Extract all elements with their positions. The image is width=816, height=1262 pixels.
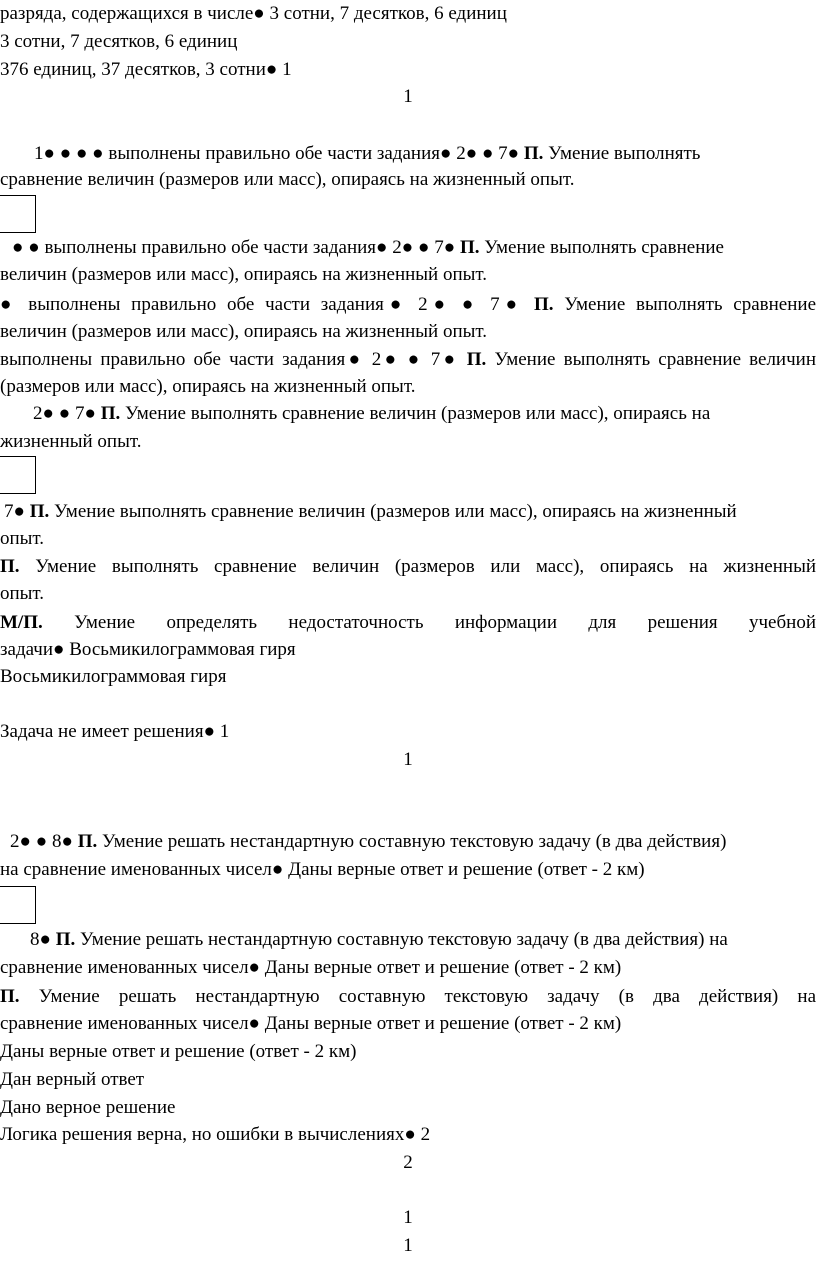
text-line: Дан верный ответ	[0, 1069, 145, 1090]
text-line: Дано верное решение	[0, 1097, 176, 1118]
checkbox-square	[0, 195, 36, 233]
text-line: на сравнение именованных чисел● Даны верные ответ и решение (ответ - 2 км)	[0, 859, 645, 880]
text-line: Даны верные ответ и решение (ответ - 2 км)	[0, 1041, 357, 1062]
text-line: жизненный опыт.	[0, 431, 142, 452]
text-line: ● ● выполнены правильно обе части задания● 2● ● 7● П. Умение выполнять сравнение	[12, 237, 724, 258]
checkbox-square	[0, 456, 36, 494]
text-line: сравнение именованных чисел● Даны верные ответ и решение (ответ - 2 км)	[0, 957, 622, 978]
text-line: П. Умение решать нестандартную составную текстовую задачу (в два действия) на	[0, 986, 816, 1007]
text-line: М/П. Умение определять недостаточность информации для решения учебной	[0, 612, 816, 633]
checkbox-square	[0, 886, 36, 924]
text-line: ● выполнены правильно обе части задания● 2● ● 7● П. Умение выполнять сравнение	[0, 294, 816, 315]
centered-number: 1	[403, 1235, 413, 1256]
text-line: разряда, содержащихся в числе● 3 сотни, 7 десятков, 6 единиц	[0, 3, 507, 24]
text-line: задачи● Восьмикилограммовая гиря	[0, 639, 296, 660]
text-line: опыт.	[0, 528, 45, 549]
text-line: Задача не имеет решения● 1	[0, 721, 230, 742]
text-line: 8● П. Умение решать нестандартную составную текстовую задачу (в два действия) на	[30, 929, 728, 950]
text-line: 376 единиц, 37 десятков, 3 сотни● 1	[0, 59, 292, 80]
text-line: опыт.	[0, 583, 45, 604]
text-line: 2● ● 8● П. Умение решать нестандартную составную текстовую задачу (в два действия)	[10, 831, 727, 852]
text-line: сравнение именованных чисел● Даны верные ответ и решение (ответ - 2 км)	[0, 1013, 622, 1034]
centered-number: 1	[403, 749, 413, 770]
text-line: выполнены правильно обе части задания● 2● ● 7● П. Умение выполнять сравнение величин	[0, 349, 816, 370]
text-line: величин (размеров или масс), опираясь на жизненный опыт.	[0, 264, 488, 285]
text-line: (размеров или масс), опираясь на жизненный опыт.	[0, 376, 416, 397]
text-line: 1● ● ● ● выполнены правильно обе части задания● 2● ● 7● П. Умение выполнять	[34, 143, 701, 164]
text-line: Логика решения верна, но ошибки в вычислениях● 2	[0, 1124, 431, 1145]
centered-number: 2	[403, 1152, 413, 1173]
text-line: 7● П. Умение выполнять сравнение величин (размеров или масс), опираясь на жизненный	[4, 501, 737, 522]
text-line: величин (размеров или масс), опираясь на жизненный опыт.	[0, 321, 488, 342]
centered-number: 1	[403, 1207, 413, 1228]
text-line: Восьмикилограммовая гиря	[0, 666, 227, 687]
centered-number: 1	[403, 86, 413, 107]
text-line: 2● ● 7● П. Умение выполнять сравнение величин (размеров или масс), опираясь на	[33, 403, 711, 424]
text-line: П. Умение выполнять сравнение величин (размеров или масс), опираясь на жизненный	[0, 556, 816, 577]
text-line: сравнение величин (размеров или масс), опираясь на жизненный опыт.	[0, 169, 575, 190]
text-line: 3 сотни, 7 десятков, 6 единиц	[0, 31, 238, 52]
